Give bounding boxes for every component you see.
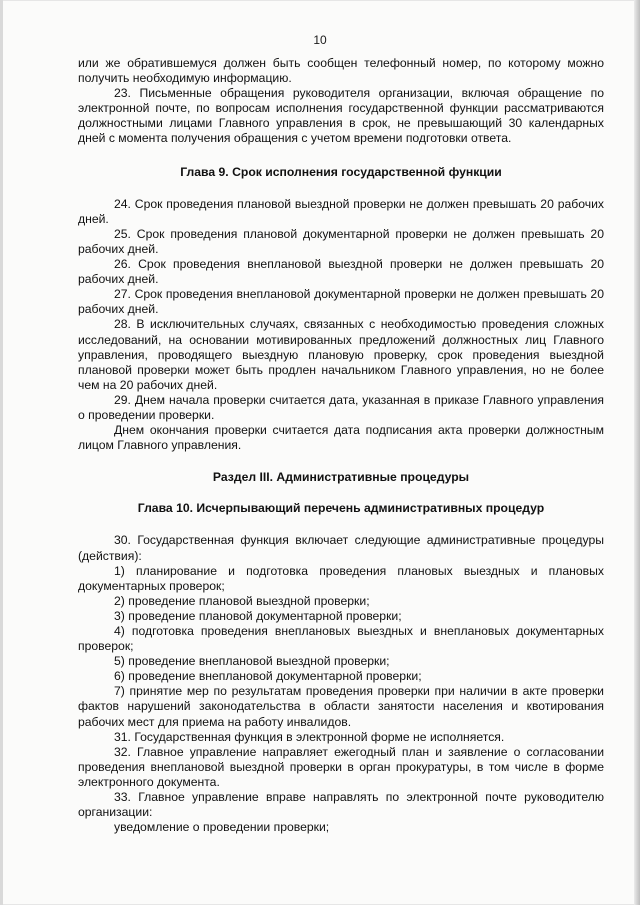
document-body — [78, 56, 604, 835]
paragraph-29-end: Днем окончания проверки считается дата подписания акта проверки должностным лицом Главного управления. — [78, 423, 604, 453]
list-item-5: 5) проведение внеплановой выездной проверки; — [114, 654, 390, 669]
list-item-7: 7) принятие мер по результатам проведения проверки при наличии в акте проверки фактов нарушений законодательства в области занятости населения и квотирования рабочих мест для приема на работу инвалидов. — [78, 684, 604, 729]
page-number: 10 — [313, 33, 327, 47]
chapter-9-heading: Глава 9. Срок исполнения государственной функции — [180, 164, 502, 179]
paragraph-33: 33. Главное управление вправе направлять по электронной почте руководителю организации: — [78, 790, 604, 820]
paragraph-27: 27. Срок проведения внеплановой документарной проверки не должен превышать 20 рабочих дней. — [78, 287, 604, 317]
paragraph-continuation: или же обратившемуся должен быть сообщен телефонный номер, по которому можно получить необходимую информацию. — [78, 56, 604, 86]
list-item-2: 2) проведение плановой выездной проверки; — [114, 593, 370, 608]
scan-edge-right — [634, 0, 640, 905]
paragraph-29: 29. Днем начала проверки считается дата, указанная в приказе Главного управления о проведении проверки. — [78, 392, 604, 422]
paragraph-33-item: уведомление о проведении проверки; — [114, 820, 330, 835]
paragraph-24: 24. Срок проведения плановой выездной проверки не должен превышать 20 рабочих дней. — [78, 196, 604, 226]
list-item-6: 6) проведение внеплановой документарной проверки; — [114, 669, 422, 684]
paragraph-30: 30. Государственная функция включает следующие административные процедуры (действия): — [78, 533, 604, 563]
paragraph-31: 31. Государственная функция в электронной форме не исполняется. — [114, 729, 505, 744]
paragraph-26: 26. Срок проведения внеплановой выездной проверки не должен превышать 20 рабочих дней. — [78, 257, 604, 287]
list-item-1: 1) планирование и подготовка проведения плановых выездных и плановых документарных проверок; — [78, 563, 604, 593]
list-item-3: 3) проведение плановой документарной проверки; — [114, 608, 402, 623]
paragraph-23: 23. Письменные обращения руководителя организации, включая обращение по электронной почте, по вопросам исполнения государственной функции рассматриваются должностными лицами Главного управления в срок, не превышающий 30 календарных дней с момента получения обращения с учетом времени подготовки ответа. — [78, 86, 604, 146]
paragraph-28: 28. В исключительных случаях, связанных с необходимостью проведения сложных исследований, на основании мотивированных предложений должностных лиц Главного управления, проводящего выездную плановую проверку, срок проведения выездной плановой проверки может быть продлен начальником Главного управления, но не более чем на 20 рабочих дней. — [78, 317, 604, 392]
list-item-4: 4) подготовка проведения внеплановых выездных и внеплановых документарных проверок; — [78, 624, 604, 654]
chapter-10-heading: Глава 10. Исчерпывающий перечень административных процедур — [137, 501, 545, 516]
section-3-heading: Раздел III. Административные процедуры — [212, 470, 470, 485]
scan-edge-left — [0, 0, 3, 905]
paragraph-25: 25. Срок проведения плановой документарной проверки не должен превышать 20 рабочих дней. — [78, 226, 604, 256]
paragraph-32: 32. Главное управление направляет ежегодный план и заявление о согласовании проведения внеплановой выездной проверки в орган прокуратуры, в том числе в форме электронного документа. — [78, 744, 604, 789]
